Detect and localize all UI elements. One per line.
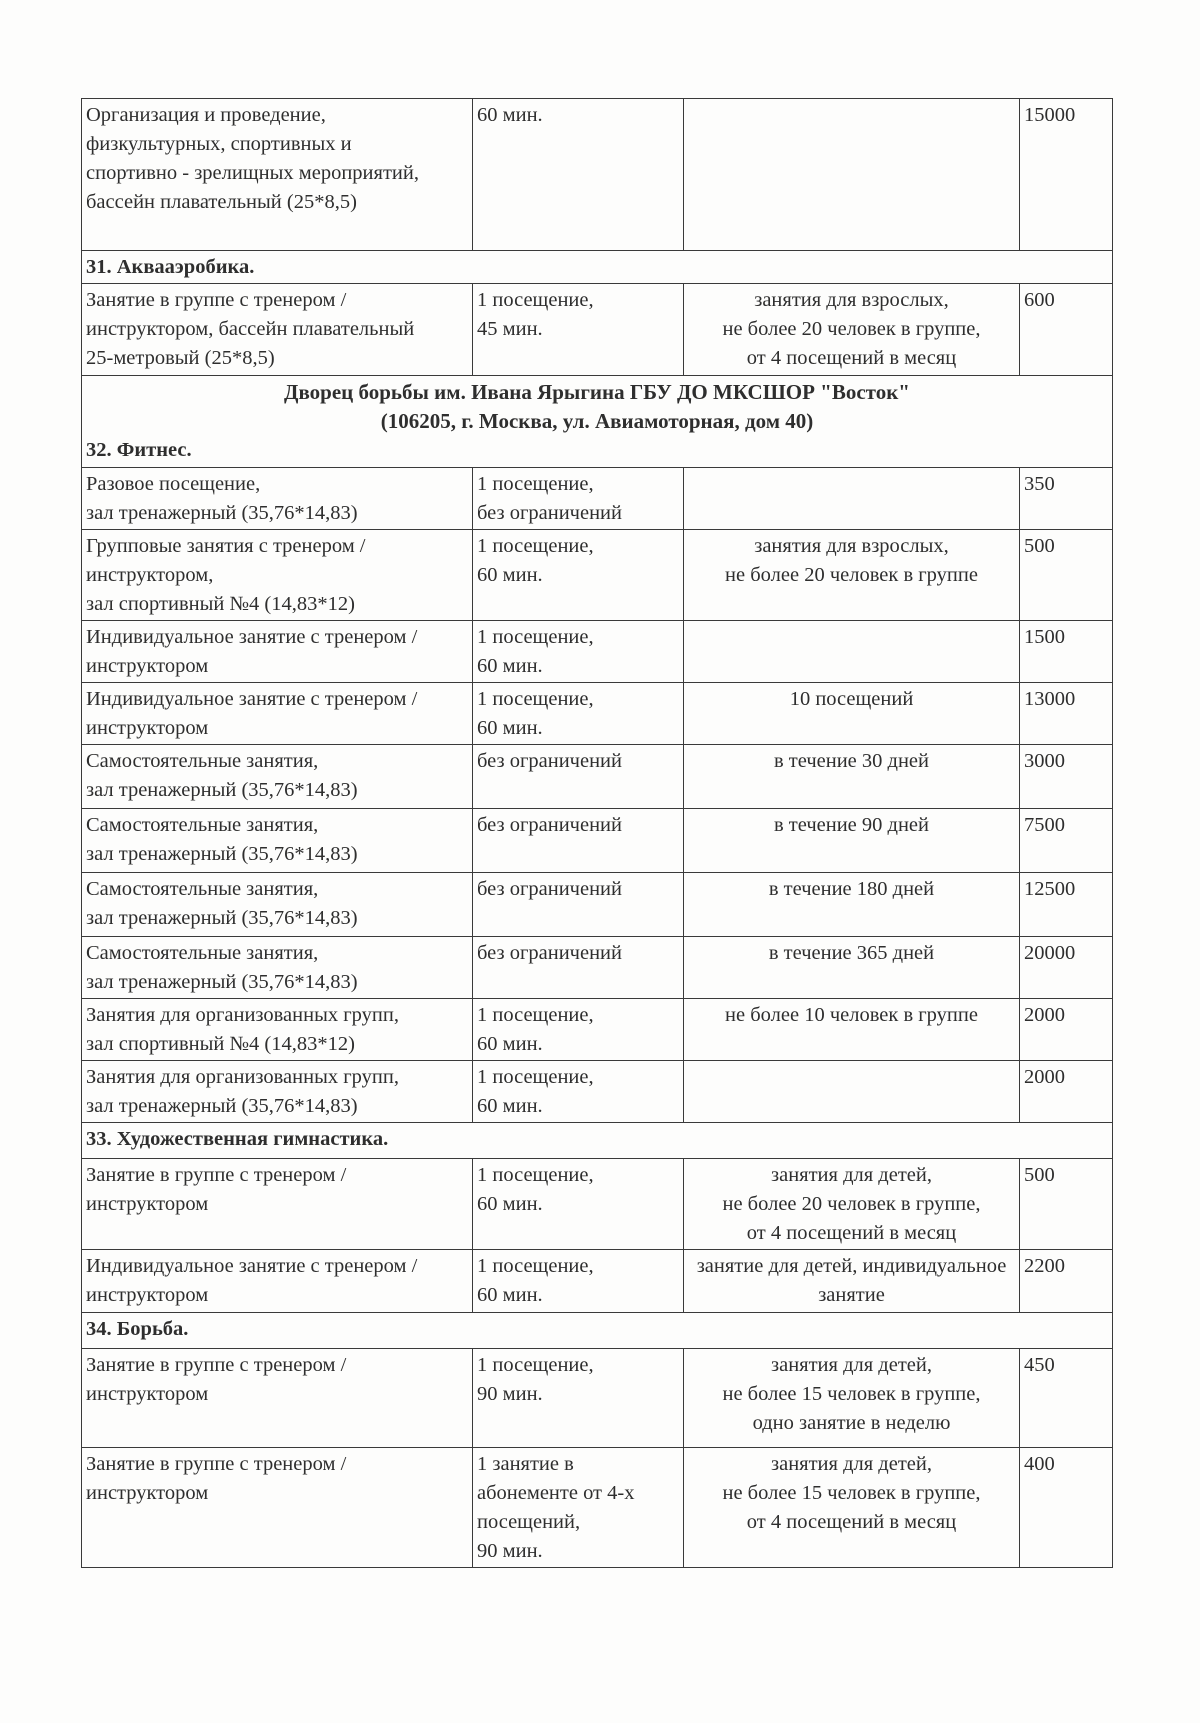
duration-cell: 1 посещение, 90 мин.	[473, 1349, 684, 1448]
price-cell: 450	[1020, 1349, 1113, 1448]
conditions-cell: занятия для детей, не более 15 человек в группе, одно занятие в неделю	[684, 1349, 1020, 1448]
conditions-cell: в течение 365 дней	[684, 937, 1020, 999]
table-row	[82, 621, 1113, 683]
section-row	[82, 1123, 1113, 1159]
duration-cell: 1 посещение, 60 мин.	[473, 683, 684, 745]
price-cell: 500	[1020, 530, 1113, 621]
conditions-cell	[684, 1061, 1020, 1123]
table-row	[82, 809, 1113, 873]
price-cell: 7500	[1020, 809, 1113, 873]
section-row	[82, 251, 1113, 284]
table-row	[82, 745, 1113, 809]
conditions-cell: 10 посещений	[684, 683, 1020, 745]
service-cell: Занятие в группе с тренером / инструктором	[82, 1349, 473, 1448]
service-cell: Организация и проведение, физкультурных, спортивных и спортивно - зрелищных мероприятий, бассейн плавательный (25*8,5)	[82, 99, 473, 251]
service-cell: Занятие в группе с тренером / инструктором	[82, 1448, 473, 1568]
service-cell: Самостоятельные занятия, зал тренажерный (35,76*14,83)	[82, 937, 473, 999]
price-cell: 15000	[1020, 99, 1113, 251]
venue-title: Дворец борьбы им. Ивана Ярыгина ГБУ ДО МКСШОР "Восток"	[284, 380, 910, 404]
duration-cell: 1 посещение, 60 мин.	[473, 999, 684, 1061]
table-row	[82, 1349, 1113, 1448]
duration-cell: без ограничений	[473, 745, 684, 809]
conditions-cell: занятия для взрослых, не более 20 человек в группе, от 4 посещений в месяц	[684, 284, 1020, 376]
service-cell: Самостоятельные занятия, зал тренажерный (35,76*14,83)	[82, 809, 473, 873]
table-row	[82, 873, 1113, 937]
venue-address: (106205, г. Москва, ул. Авиамоторная, дом 40)	[380, 409, 814, 433]
duration-cell: без ограничений	[473, 873, 684, 937]
conditions-cell: в течение 90 дней	[684, 809, 1020, 873]
section-title: 32. Фитнес.	[86, 439, 192, 461]
conditions-cell	[684, 621, 1020, 683]
table-row	[82, 1448, 1113, 1568]
price-cell: 500	[1020, 1159, 1113, 1250]
conditions-cell: в течение 180 дней	[684, 873, 1020, 937]
table-row	[82, 683, 1113, 745]
price-table	[81, 98, 1113, 1568]
conditions-cell: занятия для взрослых, не более 20 человек в группе	[684, 530, 1020, 621]
duration-cell: 1 занятие в абонементе от 4-х посещений, 90 мин.	[473, 1448, 684, 1568]
table-row	[82, 937, 1113, 999]
table-row	[82, 1250, 1113, 1313]
section-row	[82, 1313, 1113, 1349]
service-cell: Разовое посещение, зал тренажерный (35,76*14,83)	[82, 468, 473, 530]
table-row	[82, 530, 1113, 621]
section-title: 33. Художественная гимнастика.	[82, 1123, 1113, 1159]
conditions-cell: не более 10 человек в группе	[684, 999, 1020, 1061]
duration-cell: 1 посещение, 60 мин.	[473, 530, 684, 621]
service-cell: Индивидуальное занятие с тренером / инструктором	[82, 621, 473, 683]
price-cell: 1500	[1020, 621, 1113, 683]
price-cell: 350	[1020, 468, 1113, 530]
price-cell: 20000	[1020, 937, 1113, 999]
conditions-cell	[684, 99, 1020, 251]
service-cell: Самостоятельные занятия, зал тренажерный (35,76*14,83)	[82, 745, 473, 809]
service-cell: Групповые занятия с тренером / инструктором, зал спортивный №4 (14,83*12)	[82, 530, 473, 621]
table-row	[82, 284, 1113, 376]
duration-cell: 60 мин.	[473, 99, 684, 251]
duration-cell: 1 посещение, 60 мин.	[473, 1159, 684, 1250]
conditions-cell: занятия для детей, не более 20 человек в группе, от 4 посещений в месяц	[684, 1159, 1020, 1250]
duration-cell: 1 посещение, 60 мин.	[473, 1061, 684, 1123]
section-title: 31. Аквааэробика.	[82, 251, 1113, 284]
conditions-cell	[684, 468, 1020, 530]
table-row	[82, 999, 1113, 1061]
price-cell: 13000	[1020, 683, 1113, 745]
table-row	[82, 99, 1113, 251]
table-row	[82, 1061, 1113, 1123]
price-cell: 400	[1020, 1448, 1113, 1568]
conditions-cell: занятия для детей, не более 15 человек в группе, от 4 посещений в месяц	[684, 1448, 1020, 1568]
price-cell: 3000	[1020, 745, 1113, 809]
price-cell: 2000	[1020, 999, 1113, 1061]
duration-cell: 1 посещение, 60 мин.	[473, 621, 684, 683]
venue-row	[82, 376, 1113, 468]
duration-cell: 1 посещение, 45 мин.	[473, 284, 684, 376]
service-cell: Индивидуальное занятие с тренером / инструктором	[82, 1250, 473, 1313]
section-title: 34. Борьба.	[82, 1313, 1113, 1349]
service-cell: Занятия для организованных групп, зал спортивный №4 (14,83*12)	[82, 999, 473, 1061]
price-cell: 12500	[1020, 873, 1113, 937]
service-cell: Индивидуальное занятие с тренером / инструктором	[82, 683, 473, 745]
price-cell: 2200	[1020, 1250, 1113, 1313]
service-cell: Занятия для организованных групп, зал тренажерный (35,76*14,83)	[82, 1061, 473, 1123]
table-row	[82, 468, 1113, 530]
service-cell: Самостоятельные занятия, зал тренажерный (35,76*14,83)	[82, 873, 473, 937]
service-cell: Занятие в группе с тренером / инструктором	[82, 1159, 473, 1250]
duration-cell: 1 посещение, без ограничений	[473, 468, 684, 530]
duration-cell: без ограничений	[473, 937, 684, 999]
price-cell: 600	[1020, 284, 1113, 376]
service-cell: Занятие в группе с тренером / инструктором, бассейн плавательный 25-метровый (25*8,5)	[82, 284, 473, 376]
table-row	[82, 1159, 1113, 1250]
venue-cell	[82, 376, 1113, 468]
conditions-cell: занятие для детей, индивидуальное занятие	[684, 1250, 1020, 1313]
price-cell: 2000	[1020, 1061, 1113, 1123]
duration-cell: без ограничений	[473, 809, 684, 873]
duration-cell: 1 посещение, 60 мин.	[473, 1250, 684, 1313]
conditions-cell: в течение 30 дней	[684, 745, 1020, 809]
